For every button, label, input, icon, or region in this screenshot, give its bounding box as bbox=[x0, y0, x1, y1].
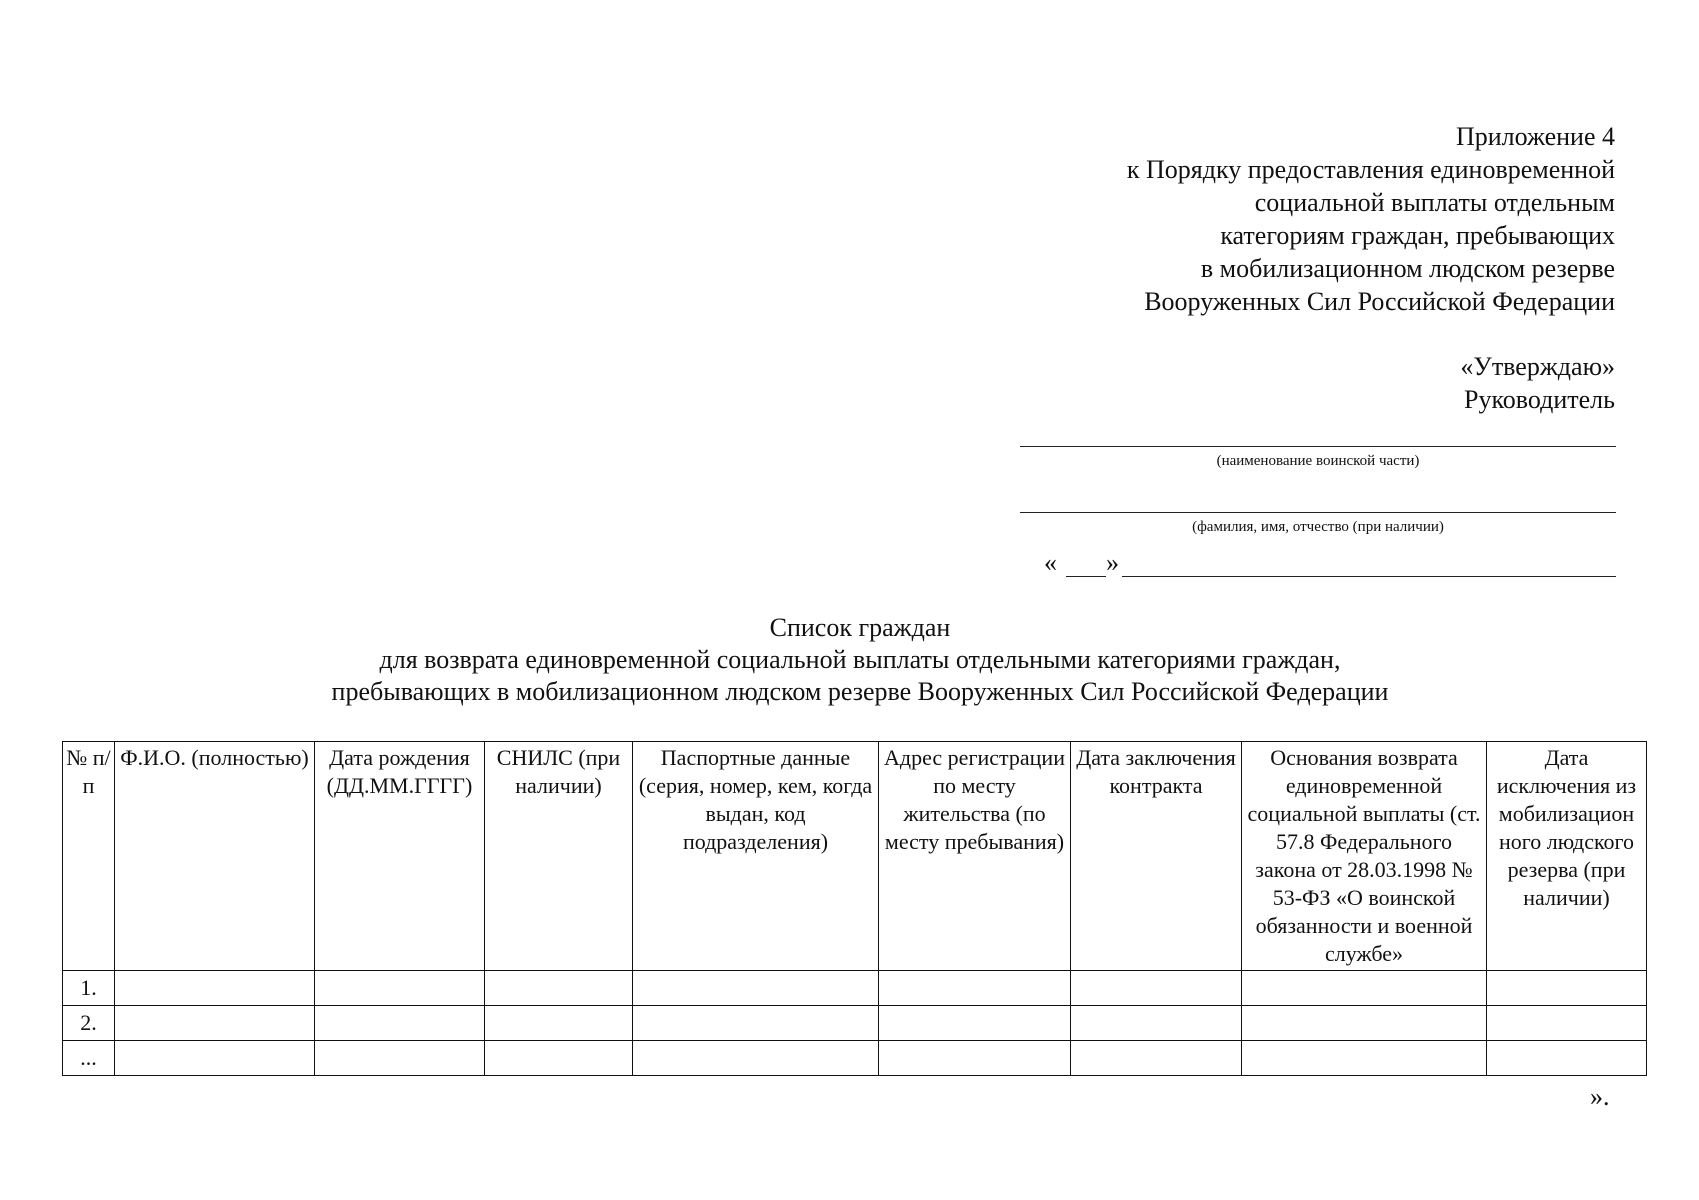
table-cell bbox=[633, 971, 879, 1006]
title-line: для возврата единовременной социальной выплаты отдельными категориями граждан, bbox=[379, 645, 1341, 674]
table-cell: 1. bbox=[63, 971, 115, 1006]
header-number: № п/п bbox=[63, 742, 115, 971]
header-birth-date: Дата рождения (ДД.ММ.ГГГГ) bbox=[315, 742, 485, 971]
table-row bbox=[63, 1041, 1647, 1076]
header-return-grounds: Основания возврата единовременной социальной выплаты (ст. 57.8 Федерального закона от 28.03.1998 № 53-ФЗ «О воинской обязанности и военной службе» bbox=[1242, 742, 1487, 971]
header-full-name: Ф.И.О. (полностью) bbox=[115, 742, 315, 971]
citizens-table bbox=[62, 741, 1647, 1076]
approval-date-line bbox=[1044, 548, 1616, 580]
table-cell bbox=[115, 1006, 315, 1041]
table-cell bbox=[1487, 1006, 1647, 1041]
appendix-line: Вооруженных Сил Российской Федерации bbox=[1144, 287, 1615, 316]
header-snils: СНИЛС (при наличии) bbox=[485, 742, 633, 971]
table-cell bbox=[879, 1006, 1071, 1041]
header-exclusion-date: Дата исключения из мобилизацион ного людского резерва (при наличии) bbox=[1487, 742, 1647, 971]
table-cell bbox=[1487, 1041, 1647, 1076]
list-title bbox=[160, 612, 1560, 708]
table-cell bbox=[879, 971, 1071, 1006]
table-cell bbox=[1242, 1041, 1487, 1076]
table-cell bbox=[315, 1006, 485, 1041]
table-cell: ... bbox=[63, 1041, 115, 1076]
title-line: пребывающих в мобилизационном людском резерве Вооруженных Сил Российской Федерации bbox=[331, 677, 1389, 706]
appendix-line: Приложение 4 bbox=[1455, 122, 1615, 151]
approval-block bbox=[1460, 350, 1615, 416]
table-cell bbox=[1242, 1006, 1487, 1041]
table-cell bbox=[633, 1006, 879, 1041]
table-cell bbox=[1242, 971, 1487, 1006]
table-header-row bbox=[63, 742, 1647, 971]
table-cell bbox=[1487, 971, 1647, 1006]
table-cell bbox=[879, 1041, 1071, 1076]
date-month-year-blank bbox=[1122, 576, 1616, 577]
table-cell bbox=[633, 1041, 879, 1076]
header-address: Адрес регистрации по месту жительства (по месту пребывания) bbox=[879, 742, 1071, 971]
appendix-line: к Порядку предоставления единовременной bbox=[1126, 155, 1615, 184]
date-close-quote: » bbox=[1106, 548, 1119, 577]
approval-heading: «Утверждаю» bbox=[1460, 352, 1615, 381]
table-cell bbox=[115, 971, 315, 1006]
table-cell: 2. bbox=[63, 1006, 115, 1041]
appendix-line: социальной выплаты отдельным bbox=[1254, 188, 1615, 217]
full-name-caption: (фамилия, имя, отчество (при наличии) bbox=[1192, 519, 1444, 535]
full-name-line bbox=[1020, 512, 1616, 513]
title-line: Список граждан bbox=[769, 613, 951, 642]
table-row bbox=[63, 1006, 1647, 1041]
table-cell bbox=[485, 971, 633, 1006]
table-cell bbox=[315, 1041, 485, 1076]
date-day-blank bbox=[1066, 576, 1106, 577]
date-open-quote: « bbox=[1044, 548, 1057, 577]
header-contract-date: Дата заключения контракта bbox=[1071, 742, 1242, 971]
table-cell bbox=[115, 1041, 315, 1076]
unit-name-line bbox=[1020, 446, 1616, 447]
table-cell bbox=[1071, 1006, 1242, 1041]
table-cell bbox=[315, 971, 485, 1006]
table-cell bbox=[485, 1041, 633, 1076]
table-cell bbox=[485, 1006, 633, 1041]
table-cell bbox=[1071, 1041, 1242, 1076]
approval-role: Руководитель bbox=[1464, 385, 1615, 414]
appendix-header bbox=[975, 120, 1615, 318]
appendix-line: категориям граждан, пребывающих bbox=[1220, 221, 1615, 250]
table-row bbox=[63, 971, 1647, 1006]
header-passport: Паспортные данные (серия, номер, кем, когда выдан, код подразделения) bbox=[633, 742, 879, 971]
appendix-line: в мобилизационном людском резерве bbox=[1200, 254, 1615, 283]
unit-name-caption: (наименование воинской части) bbox=[1216, 453, 1420, 469]
table-cell bbox=[1071, 971, 1242, 1006]
closing-quote: ». bbox=[1590, 1082, 1610, 1111]
